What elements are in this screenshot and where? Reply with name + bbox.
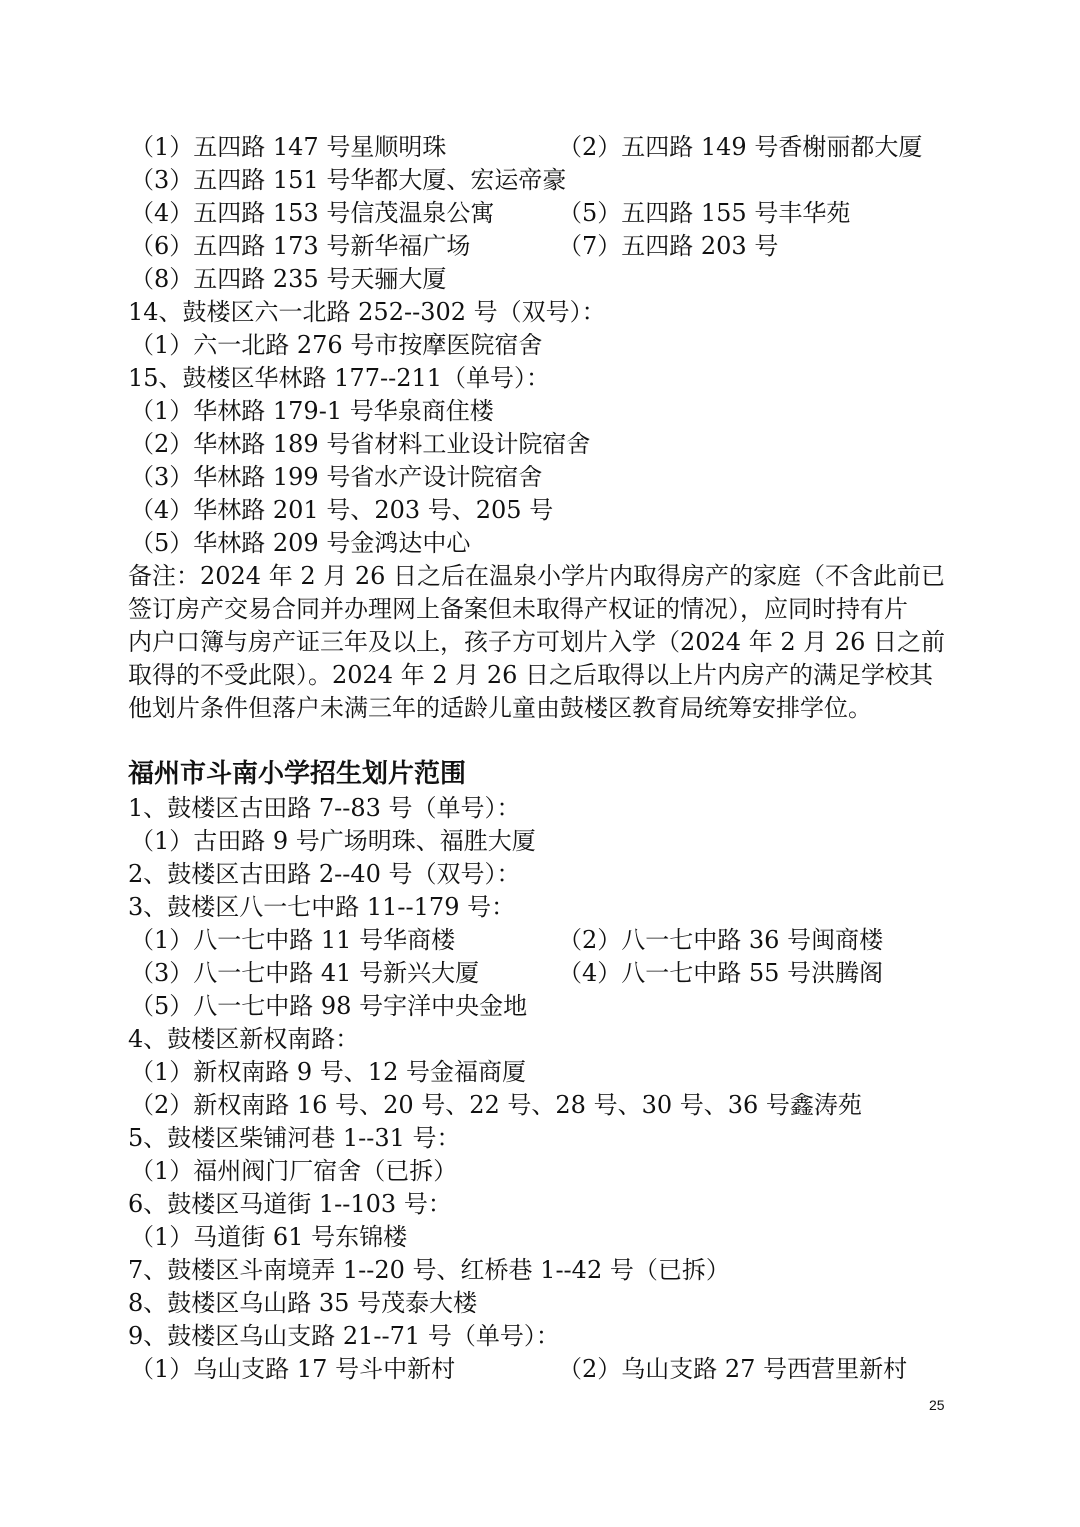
district-item-14: 14、鼓楼区六一北路 252--302 号（双号）：: [128, 298, 606, 326]
district-item-2: 2、鼓楼区古田路 2--40 号（双号）：: [128, 860, 521, 888]
list-item: （4）华林路 201 号、203 号、205 号: [130, 496, 554, 524]
list-item: （2）华林路 189 号省材料工业设计院宿舍: [130, 430, 591, 458]
list-item-right: （4）八一七中路 55 号洪腾阁: [558, 959, 884, 987]
list-item-right: （2）八一七中路 36 号闽商楼: [558, 926, 884, 954]
page-number: 25: [929, 1397, 945, 1413]
list-item: （1）新权南路 9 号、12 号金福商厦: [130, 1058, 526, 1086]
list-item: （5）华林路 209 号金鸿达中心: [130, 529, 471, 557]
list-item: [130, 924, 960, 957]
district-item-7: 7、鼓楼区斗南境弄 1--20 号、红桥巷 1--42 号（已拆）: [128, 1256, 730, 1284]
list-item-left: （3）五四路 151 号华都大厦、宏运帝豪: [130, 166, 567, 194]
remark-line: 签订房产交易合同并办理网上备案但未取得产权证的情况），应同时持有片: [128, 595, 908, 623]
list-item: （2）新权南路 16 号、20 号、22 号、28 号、30 号、36 号鑫涛苑: [130, 1091, 862, 1119]
list-item: （1）六一北路 276 号市按摩医院宿舍: [130, 331, 543, 359]
list-item: [130, 164, 960, 197]
remark-line: 取得的不受此限）。2024 年 2 月 26 日之后取得以上片内房产的满足学校其: [128, 661, 934, 689]
list-item: （5）八一七中路 98 号宇洋中央金地: [130, 992, 528, 1020]
list-item: [130, 1353, 960, 1386]
remark-paragraph: [128, 560, 958, 725]
list-item: （1）古田路 9 号广场明珠、福胜大厦: [130, 827, 536, 855]
list-item-left: （1）五四路 147 号星顺明珠: [130, 133, 447, 161]
list-item-left: （8）五四路 235 号天骊大厦: [130, 265, 447, 293]
district-item-5: 5、鼓楼区柴铺河巷 1--31 号：: [128, 1124, 461, 1152]
section-heading: 福州市斗南小学招生划片范围: [128, 759, 467, 789]
list-item: [130, 230, 960, 263]
list-item: （1）华林路 179-1 号华泉商住楼: [130, 397, 494, 425]
list-item-left: （6）五四路 173 号新华福广场: [130, 232, 471, 260]
district-item-15: 15、鼓楼区华林路 177--211（单号）：: [128, 364, 551, 392]
list-item-right: （2）乌山支路 27 号西营里新村: [558, 1355, 908, 1383]
remark-line: 他划片条件但落户未满三年的适龄儿童由鼓楼区教育局统筹安排学位。: [128, 694, 872, 722]
list-item: [130, 263, 960, 296]
remark-line: 内户口簿与房产证三年及以上，孩子方可划片入学（2024 年 2 月 26 日之前: [128, 628, 946, 656]
district-item-9: 9、鼓楼区乌山支路 21--71 号（单号）：: [128, 1322, 560, 1350]
district-item-3: 3、鼓楼区八一七中路 11--179 号：: [128, 893, 516, 921]
list-item: [130, 131, 960, 164]
list-item: [130, 957, 960, 990]
list-item: （3）华林路 199 号省水产设计院宿舍: [130, 463, 543, 491]
list-item-right: （5）五四路 155 号丰华苑: [558, 199, 851, 227]
list-item-right: （7）五四路 203 号: [558, 232, 779, 260]
list-item-left: （3）八一七中路 41 号新兴大厦: [130, 959, 480, 987]
district-item-6: 6、鼓楼区马道街 1--103 号：: [128, 1190, 452, 1218]
district-item-1: 1、鼓楼区古田路 7--83 号（单号）：: [128, 794, 521, 822]
district-item-4: 4、鼓楼区新权南路：: [128, 1025, 360, 1053]
list-item-left: （1）八一七中路 11 号华商楼: [130, 926, 456, 954]
list-item-left: （1）乌山支路 17 号斗中新村: [130, 1355, 456, 1383]
list-item: [130, 197, 960, 230]
list-item-right: （2）五四路 149 号香榭丽都大厦: [558, 133, 923, 161]
list-item: （1）福州阀门厂宿舍（已拆）: [130, 1157, 458, 1185]
remark-line: 备注：2024 年 2 月 26 日之后在温泉小学片内取得房产的家庭（不含此前已: [128, 562, 946, 590]
list-item: （1）马道街 61 号东锦楼: [130, 1223, 408, 1251]
district-item-8: 8、鼓楼区乌山路 35 号茂泰大楼: [128, 1289, 478, 1317]
list-item-left: （4）五四路 153 号信茂温泉公寓: [130, 199, 495, 227]
